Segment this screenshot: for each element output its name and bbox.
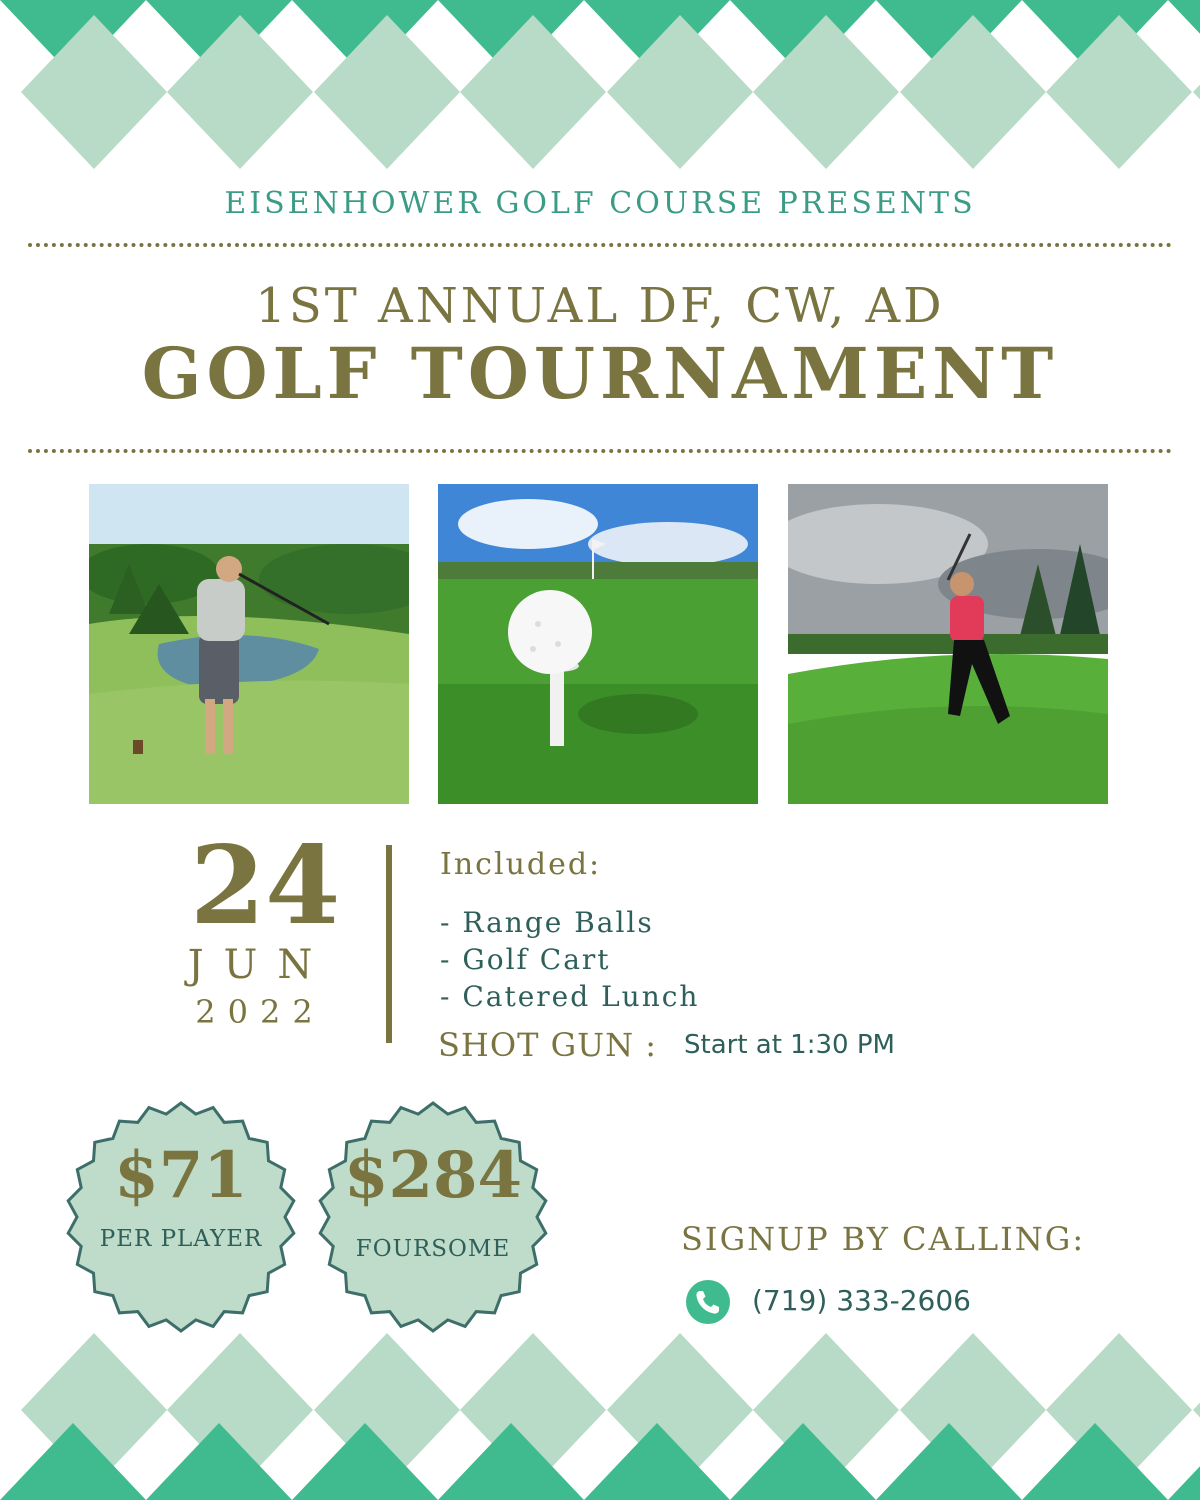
event-month: JUN: [187, 942, 333, 988]
list-item: - Golf Cart: [440, 943, 611, 976]
player-price: $71: [114, 1138, 248, 1213]
golf-ball-on-tee-photo: [438, 484, 758, 804]
foursome-price: $284: [343, 1138, 523, 1213]
included-heading: Included:: [440, 847, 602, 882]
player-caption: PER PLAYER: [99, 1226, 263, 1252]
signup-heading: SIGNUP BY CALLING:: [681, 1220, 1086, 1258]
phone-number[interactable]: (719) 333-2606: [752, 1284, 971, 1317]
price-badge-player: [62, 1098, 300, 1336]
top-diamond-band: [0, 0, 1200, 170]
price-badge-foursome: [314, 1098, 552, 1336]
phone-icon[interactable]: [686, 1280, 730, 1324]
dotted-divider-bottom: [28, 449, 1172, 453]
golfer-teeing-off-photo: [89, 484, 409, 804]
list-item: - Range Balls: [440, 906, 654, 939]
foursome-caption: FOURSOME: [355, 1236, 511, 1262]
dark-diamond: [1168, 0, 1200, 77]
list-item: - Catered Lunch: [440, 980, 700, 1013]
event-subtitle: 1ST ANNUAL DF, CW, AD: [255, 278, 945, 334]
presenter-heading: EISENHOWER GOLF COURSE PRESENTS: [224, 186, 976, 221]
light-diamond: [1193, 15, 1200, 169]
shotgun-label: SHOT GUN :: [438, 1026, 658, 1064]
dark-diamond: [1168, 1423, 1200, 1500]
event-title: GOLF TOURNAMENT: [141, 332, 1059, 415]
included-list: [440, 904, 699, 1015]
dotted-divider-top: [28, 243, 1172, 247]
golfer-swinging-photo: [788, 484, 1108, 804]
event-day: 24: [190, 823, 341, 949]
event-year: 2022: [195, 993, 325, 1031]
date-divider-line: [386, 845, 392, 1043]
bottom-diamond-band: [0, 1330, 1200, 1500]
shotgun-time: Start at 1:30 PM: [684, 1030, 895, 1060]
light-diamond: [1193, 1333, 1200, 1487]
